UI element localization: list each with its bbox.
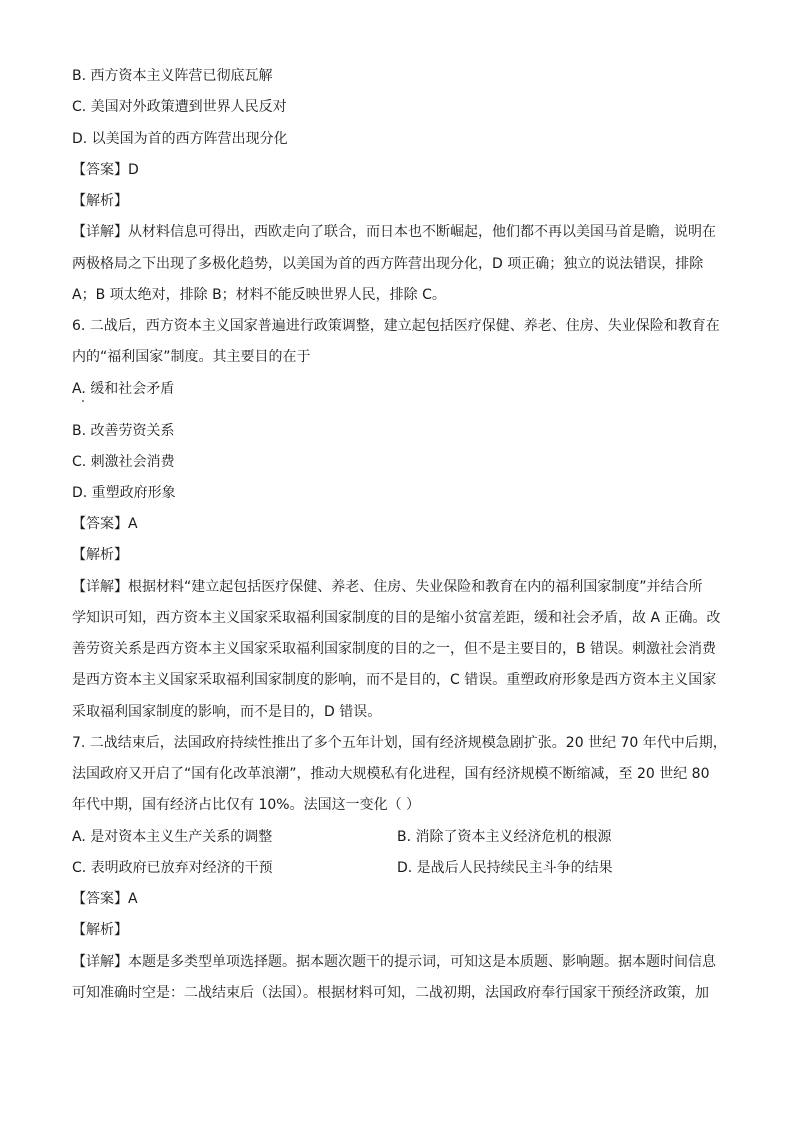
q7-answer: 【答案】A <box>72 891 138 907</box>
q5-option-d: D. 以美国为首的西方阵营出现分化 <box>72 131 288 147</box>
q5-option-b: B. 西方资本主义阵营已彻底瓦解 <box>72 68 273 84</box>
q5-answer: 【答案】D <box>72 162 139 178</box>
q7-stem-line: 7. 二战结束后，法国政府持续性推出了多个五年计划，国有经济规模急剧扩张。20 世纪 70 年代中后期， <box>72 735 727 751</box>
q5-detail-line: 两极格局之下出现了多极化趋势，以美国为首的西方阵营出现分化，D 项正确；独立的说法错误，排除 <box>72 256 704 272</box>
q7-stem-line: 年代中期，国有经济占比仅有 10%。法国这一变化（ ） <box>72 797 421 813</box>
q7-analysis-label: 【解析】 <box>72 922 128 938</box>
q6-detail-line: 是西方资本主义国家采取福利国家制度的影响，而不是目的，C 错误。重塑政府形象是西方资本主义国家 <box>72 672 717 688</box>
q7-option-a: A. 是对资本主义生产关系的调整 <box>72 829 273 845</box>
q7-option-b: B. 消除了资本主义经济危机的根源 <box>397 829 612 845</box>
q7-detail-line: 【详解】本题是多类型单项选择题。据本题次题干的提示词，可知这是本质题、影响题。据本题时间信息 <box>72 954 716 970</box>
q6-analysis-label: 【解析】 <box>72 547 128 563</box>
stray-dot <box>82 400 84 402</box>
q6-answer: 【答案】A <box>72 516 138 532</box>
q5-detail-line: A；B 项太绝对，排除 B；材料不能反映世界人民，排除 C。 <box>72 287 446 303</box>
q5-option-c: C. 美国对外政策遭到世界人民反对 <box>72 99 287 115</box>
q6-option-b: B. 改善劳资关系 <box>72 423 175 439</box>
q6-detail-line: 善劳资关系是西方资本主义国家采取福利国家制度的目的之一，但不是主要目的，B 错误。刺激社会消费 <box>72 641 717 657</box>
q5-analysis-label: 【解析】 <box>72 193 128 209</box>
q6-option-d: D. 重塑政府形象 <box>72 485 176 501</box>
q6-detail-line: 学知识可知，西方资本主义国家采取福利国家制度的目的是缩小贫富差距，缓和社会矛盾，故 A 正确。改 <box>72 610 721 626</box>
q6-stem-line: 内的“福利国家”制度。其主要目的在于 <box>72 349 311 365</box>
q7-stem-line: 法国政府又开启了“国有化改革浪潮”，推动大规模私有化进程，国有经济规模不断缩减，至 20 世纪 80 <box>72 766 710 782</box>
q7-option-c: C. 表明政府已放弃对经济的干预 <box>72 860 273 876</box>
q5-detail-line: 【详解】从材料信息可得出，西欧走向了联合，而日本也不断崛起，他们都不再以美国马首是瞻，说明在 <box>72 224 716 240</box>
q7-detail-line: 可知准确时空是：二战结束后（法国）。根据材料可知，二战初期，法国政府奉行国家干预经济政策，加 <box>72 985 709 1001</box>
q7-option-d: D. 是战后人民持续民主斗争的结果 <box>397 860 613 876</box>
q6-stem-line: 6. 二战后，西方资本主义国家普遍进行政策调整，建立起包括医疗保健、养老、住房、失业保险和教育在 <box>72 318 720 334</box>
q6-detail-line: 采取福利国家制度的影响，而不是目的，D 错误。 <box>72 704 382 720</box>
q6-detail-line: 【详解】根据材料“建立起包括医疗保健、养老、住房、失业保险和教育在内的福利国家制度”并结合所 <box>72 579 703 595</box>
q6-option-a: A. 缓和社会矛盾 <box>72 381 175 397</box>
q6-option-c: C. 刺激社会消费 <box>72 454 175 470</box>
